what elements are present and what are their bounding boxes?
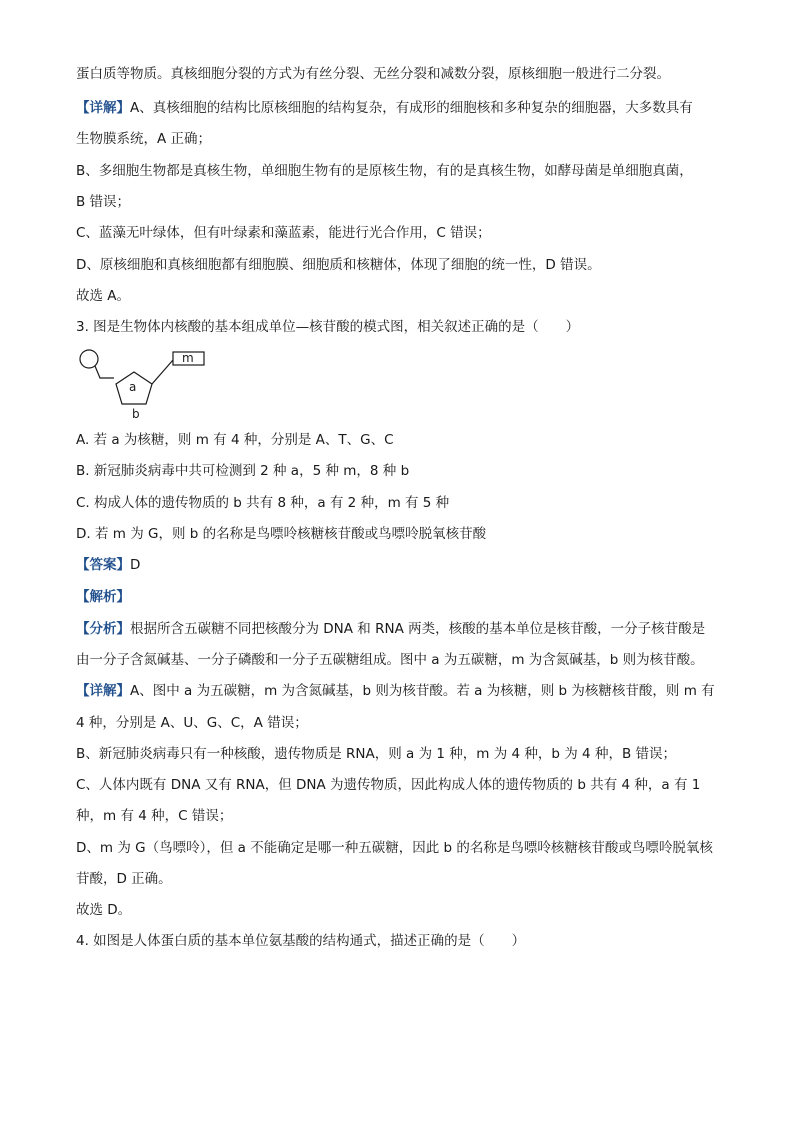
nucleotide-diagram (76, 345, 216, 420)
text-line: 由一分子含氮碱基、一分子磷酸和一分子五碳糖组成。图中 a 为五碳糖，m 为含氮碱基，b 则为核苷酸。 (76, 652, 704, 668)
text-line: 蛋白质等物质。真核细胞分裂的方式为有丝分裂、无丝分裂和减数分裂，原核细胞一般进行二分裂。 (76, 66, 670, 82)
phosphate-circle (80, 350, 98, 368)
text-line: 种，m 有 4 种，C 错误； (76, 808, 233, 824)
analysis-tag: 【解析】 (76, 589, 130, 605)
text-line (76, 98, 726, 118)
text-line: B、新冠肺炎病毒只有一种核酸，遗传物质是 RNA，则 a 为 1 种，m 为 4 种，b 为 4 种，B 错误； (76, 746, 676, 762)
base-bond-line (152, 360, 173, 384)
label-a: a (129, 380, 137, 394)
detail-tag: 【详解】 (76, 100, 130, 116)
label-b: b (132, 407, 140, 420)
text-line: B、多细胞生物都是真核生物，单细胞生物有的是原核生物，有的是真核生物，如酵母菌是单细胞真菌， (76, 163, 693, 179)
answer-line (76, 555, 726, 575)
analysis-heading (76, 587, 726, 607)
fenxi-tag: 【分析】 (76, 621, 130, 637)
text-line: 故选 A。 (76, 288, 131, 304)
option-d: D. 若 m 为 G，则 b 的名称是鸟嘌呤核糖核苷酸或鸟嘌呤脱氧核苷酸 (76, 526, 487, 542)
text-line: 生物膜系统，A 正确； (76, 131, 212, 147)
text-line: D、原核细胞和真核细胞都有细胞膜、细胞质和核糖体，体现了细胞的统一性，D 错误。 (76, 257, 601, 273)
option-a: A. 若 a 为核糖，则 m 有 4 种，分别是 A、T、G、C (76, 432, 394, 448)
text-line: C、蓝藻无叶绿体，但有叶绿素和藻蓝素，能进行光合作用，C 错误； (76, 225, 491, 241)
text-line: D、m 为 G（鸟嘌呤），但 a 不能确定是哪一种五碳糖，因此 b 的名称是鸟嘌呤核糖核苷酸或鸟嘌呤脱氧核 (76, 840, 713, 856)
text-span: A、真核细胞的结构比原核细胞的结构复杂，有成形的细胞核和多种复杂的细胞器，大多数具有 (130, 100, 693, 116)
detail-tag: 【详解】 (76, 683, 130, 699)
text-span: A、图中 a 为五碳糖，m 为含氮碱基，b 则为核苷酸。若 a 为核糖，则 b 为核糖核苷酸，则 m 有 (130, 683, 715, 699)
text-line: C、人体内既有 DNA 又有 RNA，但 DNA 为遗传物质，因此构成人体的遗传物质的 b 共有 4 种，a 有 1 (76, 777, 701, 793)
text-line: 苷酸，D 正确。 (76, 871, 172, 887)
phosphate-bond-line (95, 366, 114, 378)
question-3: 3. 图是生物体内核酸的基本组成单位—核苷酸的模式图，相关叙述正确的是（ ） (76, 319, 580, 335)
text-line (76, 619, 726, 639)
text-line: 4 种，分别是 A、U、G、C，A 错误； (76, 715, 308, 731)
answer-tag: 【答案】 (76, 557, 130, 573)
question-4: 4. 如图是人体蛋白质的基本单位氨基酸的结构通式，描述正确的是（ ） (76, 933, 526, 949)
label-m: m (182, 351, 194, 365)
text-span: 根据所含五碳糖不同把核酸分为 DNA 和 RNA 两类，核酸的基本单位是核苷酸，一分子核苷酸是 (130, 621, 706, 637)
option-c: C. 构成人体的遗传物质的 b 共有 8 种，a 有 2 种，m 有 5 种 (76, 495, 450, 511)
text-line (76, 681, 726, 701)
text-line: 故选 D。 (76, 902, 132, 918)
text-line: B 错误； (76, 194, 131, 210)
option-b: B. 新冠肺炎病毒中共可检测到 2 种 a，5 种 m，8 种 b (76, 463, 410, 479)
answer-value: D (130, 557, 141, 573)
